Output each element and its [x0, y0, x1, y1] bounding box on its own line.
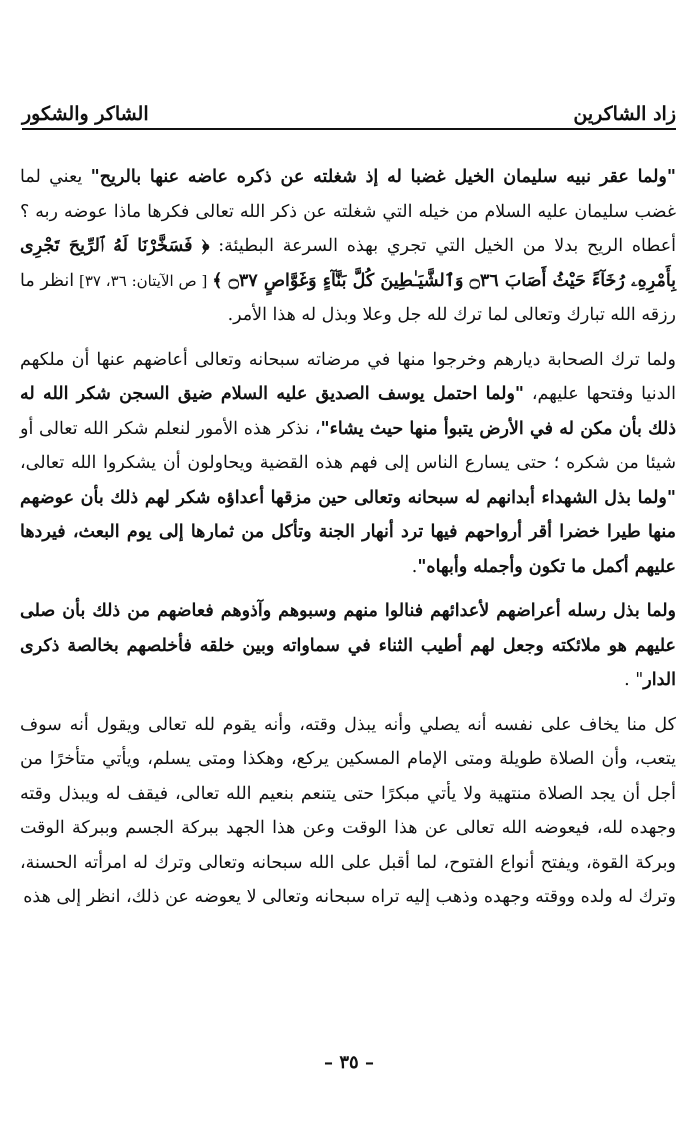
running-title-right: زاد الشاكرين [573, 103, 676, 125]
paragraph-2-text-a: ولما ترك الصحابة ديارهم وخرجوا منها في مرضاته سبحانه وتعالى أعاضهم عنها أن ملكهم الدنيا وفتحها عليهم، [20, 349, 676, 404]
paragraph-1-text-a: يعني لما غضب سليمان عليه السلام من خيله التي شغلته عن ذكر الله تعالى فكرها ماذا عوضه ربه ؟ أعطاه الريح بدلا من الخيل التي تجري بهذه السرعة البطيئة: [20, 167, 676, 256]
quran-verse: ﴿ فَسَخَّرْنَا لَهُ ٱلرِّيحَ تَجْرِى بِأَمْرِهِۦ رُخَآءً حَيْثُ أَصَابَ ۝٣٦ وَٱلشَّيَـٰطِينَ كُلَّ بَنَّآءٍ وَغَوَّاصٍ ۝٣٧ ﴾ [20, 236, 677, 291]
paragraph-3 [20, 594, 676, 698]
paragraph-1-text-b: انظر ما رزقه الله تبارك وتعالى لما ترك لله جل وعلا وبذل له هذا الأمر. [20, 270, 676, 325]
quote-messengers: ولما بذل رسله أعراضهم لأعدائهم فنالوا منهم وسبوهم وآذوهم فعاضهم من ذلك بأن صلى عليهم هو ملائكته وجعل لهم أطيب الثناء في سماواته وبين خلقه فأخلصهم بخالصة ذكرى الدار [20, 601, 676, 690]
paragraph-3-end: " . [624, 670, 644, 690]
running-header [22, 96, 676, 130]
paragraph-4 [20, 708, 676, 915]
paragraph-4-text: كل منا يخاف على نفسه أنه يصلي وأنه يبذل وقته، وأنه يقوم لله تعالى ويقول أنه سوف يتعب، وأن الصلاة طويلة ومتى الإمام المسكين يركع، وهكذا ومتى يسلم، ويأتي متأخرًا من أجل أن يجد الصلاة منتهية ولا يأتي مبكرًا حتى يتنعم بنعيم الله تعالى، فيقف له ويبذل وقته وجهده لله، فيعوضه الله تعالى عن هذا الوقت وعن هذا الجهد ببركة الجسم وببركة الوقت وبركة القوة، ويفتح أنواع الفتوح، لما أقبل على الله سبحانه وتعالى وترك له امرأته الحسنة، وترك له ولده ووقته وجهده وذهب إليه تراه سبحانه وتعالى لا يعوضه عن ذلك، انظر إلى هذه [20, 714, 676, 907]
paragraph-1 [20, 160, 676, 333]
paragraph-2-end: . [411, 556, 418, 577]
running-title-left: الشاكر والشكور [22, 103, 149, 125]
verse-reference: [ ص الآيتان: ٣٦، ٣٧] [74, 271, 213, 290]
page-number: – ٣٥ – [324, 1052, 374, 1073]
paragraph-2 [20, 343, 676, 585]
paragraph-2-text-b: ، نذكر هذه الأمور لنعلم شكر الله تعالى أو شيئا من شكره ؛ حتى يسارع الناس إلى فهم هذه القضية ويحاولون أن يشكروا الله تعالى، [20, 418, 676, 473]
page-body [20, 160, 676, 915]
quote-sulayman: "ولما عقر نبيه سليمان الخيل غضبا له إذ شغلته عن ذكره عاضه عنها بالريح" [90, 167, 677, 187]
quote-martyrs: "ولما بذل الشهداء أبدانهم له سبحانه وتعالى حين مزقها أعداؤه شكر لهم ذلك بأن عوضهم منها طيرا خضرا أقر أرواحهم فيها ترد أنهار الجنة وتأكل من ثمارها إلى يوم البعث، فيردها عليهم أكمل ما تكون وأجمله وأبهاه" [20, 487, 676, 577]
quote-yusuf: "ولما احتمل يوسف الصديق عليه السلام ضيق السجن شكر الله له ذلك بأن مكن له في الأرض يتبوأ منها حيث يشاء" [20, 384, 676, 439]
